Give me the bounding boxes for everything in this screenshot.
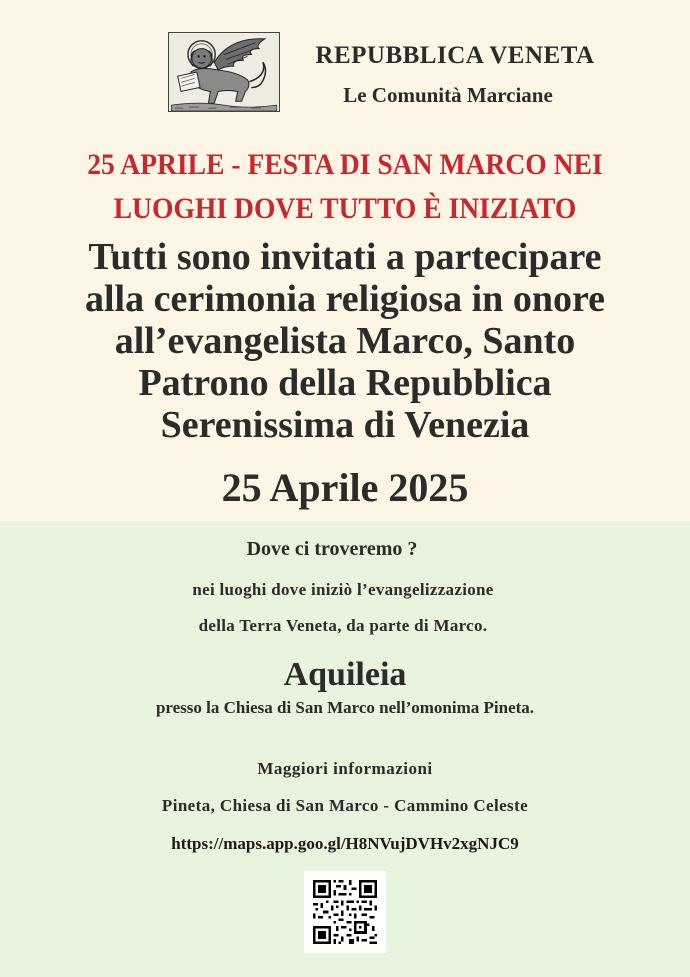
invitation-line-5: Serenissima di Venezia [160, 404, 530, 446]
maps-link[interactable]: https://maps.app.goo.gl/H8NVujDVHv2xgNJC9 [171, 834, 519, 853]
location-place: Aquileia [283, 656, 407, 693]
event-headline-line-1: 25 APRILE - FESTA DI SAN MARCO NEI [87, 148, 603, 181]
location-description-line-1: nei luoghi dove iniziò l’evangelizzazione [192, 580, 494, 599]
qr-code-icon[interactable] [304, 871, 386, 953]
invitation-line-4: Patrono della Repubblica [138, 362, 552, 404]
event-date: 25 Aprile 2025 [221, 465, 469, 510]
location-question: Dove ci troveremo ? [246, 538, 418, 560]
event-headline-line-2: LUOGHI DOVE TUTTO È INIZIATO [113, 192, 577, 225]
info-title: Maggiori informazioni [257, 759, 433, 778]
invitation-line-3: all’evangelista Marco, Santo [114, 320, 576, 362]
invitation-line-2: alla cerimonia religiosa in onore [85, 278, 605, 320]
location-description-line-2: della Terra Veneta, da parte di Marco. [198, 616, 488, 635]
event-headline [46, 143, 644, 231]
location-place-detail: presso la Chiesa di San Marco nell’omonima Pineta. [155, 698, 535, 717]
organization-name: REPUBBLICA VENETA [315, 42, 595, 69]
invitation-text [20, 236, 670, 446]
invitation-line-1: Tutti sono invitati a partecipare [88, 236, 602, 278]
winged-lion-logo-icon [168, 32, 280, 112]
info-place: Pineta, Chiesa di San Marco - Cammino Celeste [161, 796, 529, 815]
organization-subtitle: Le Comunità Marciane [343, 83, 553, 107]
